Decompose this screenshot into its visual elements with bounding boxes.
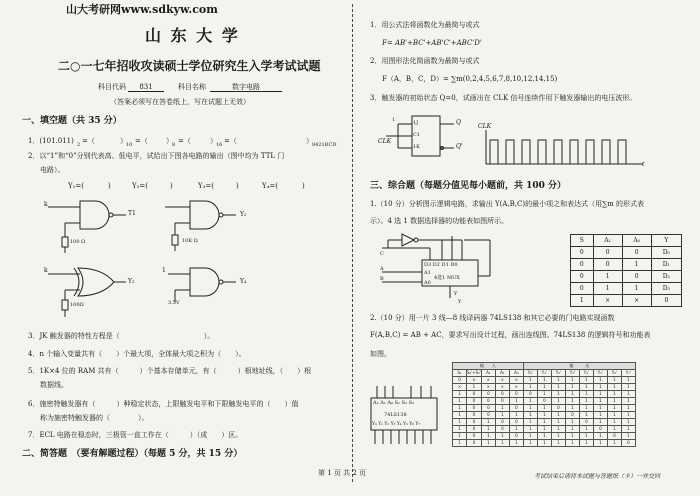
table-cell: 1 [551, 419, 565, 426]
table-cell: 1 [607, 391, 621, 398]
table-cell: 0 [509, 433, 523, 440]
table-cell: 1 [537, 391, 551, 398]
table-cell: 1 [565, 419, 579, 426]
name-label: 科目名称 [178, 83, 206, 91]
question-5-b: 数据线。 [40, 381, 68, 389]
q1-base16: 16 [216, 142, 223, 148]
question-4: 4．n 个输入变量共有（ ）个最大项，全体最大项之积为（ ）。 [28, 350, 246, 358]
question-3: 3．JK 触发器的特性方程是（ ）。 [28, 332, 215, 340]
table-cell: 1 [537, 426, 551, 433]
table-cell: 1 [523, 384, 537, 391]
table-cell: D₂ [651, 271, 681, 283]
table-cell: 0 [571, 259, 594, 271]
table-cell: 1 [579, 433, 593, 440]
table-cell: 1 [509, 426, 523, 433]
table-cell: 1 [523, 426, 537, 433]
table-row [453, 391, 636, 398]
answer-note: （答案必须写在答卷纸上，写在试题上无效） [110, 98, 250, 106]
table-row [453, 419, 636, 426]
table-cell: 0 [621, 440, 635, 447]
table-cell: 1 [579, 377, 593, 384]
ff-qn: Q' [456, 143, 463, 150]
mux-b-in: B [380, 276, 384, 282]
table-cell: 1 [579, 412, 593, 419]
table-cell: 1 [565, 398, 579, 405]
table-cell: 1 [593, 405, 607, 412]
table-cell: 1 [593, 412, 607, 419]
q1-eq-4: =（ [224, 137, 237, 145]
dec-header-cell: Y₆' [607, 370, 621, 377]
table-cell: 1 [523, 419, 537, 426]
table-cell: 0 [509, 419, 523, 426]
table-cell: 1 [593, 419, 607, 426]
table-cell: 1 [621, 377, 635, 384]
table-cell: 1 [495, 440, 509, 447]
table-cell: 1 [607, 419, 621, 426]
table-cell: 0 [593, 247, 622, 259]
mux-header-cell: A₁ [593, 235, 622, 247]
table-cell: 0 [509, 391, 523, 398]
table-cell: 1 [467, 384, 482, 391]
table-cell: 1 [551, 377, 565, 384]
table-cell: 1 [579, 391, 593, 398]
table-cell: 1 [453, 433, 467, 440]
c2-r10k: 10K Ω [182, 238, 198, 244]
q1-base-bcd: 8421BCD [312, 142, 337, 148]
table-cell: × [467, 377, 482, 384]
ff-k: 1K [413, 144, 420, 150]
table-cell: 0 [467, 391, 482, 398]
table-cell: D₁ [651, 259, 681, 271]
y1-label: Y₁=( [68, 182, 85, 190]
table-cell: 1 [621, 384, 635, 391]
page-number: 第 1 页 共 2 页 [318, 469, 367, 477]
table-cell: 0 [467, 405, 482, 412]
table-cell: 0 [495, 398, 509, 405]
table-cell: × [509, 384, 523, 391]
c4-v35: 3.5V [168, 300, 180, 306]
right-q3: 3．触发器的初始状态 Q=0，试画出在 CLK 信号连续作用下触发器输出的电压波形。 [370, 94, 637, 102]
comp-q1-b: 示）。4 选 1 数据选择器的功能表如图所示。 [370, 217, 509, 225]
table-cell: 1 [453, 405, 467, 412]
table-cell: 1 [607, 398, 621, 405]
table-cell: 0 [481, 405, 495, 412]
y1-close: ) [108, 182, 111, 190]
table-cell: 1 [509, 398, 523, 405]
table-cell: 0 [571, 271, 594, 283]
table-cell: 1 [509, 412, 523, 419]
mux-c-in: C [380, 251, 384, 257]
table-cell: 0 [495, 426, 509, 433]
question-2-text-b: 电路）。 [40, 166, 65, 174]
table-cell: 0 [467, 426, 482, 433]
table-cell: 1 [551, 384, 565, 391]
dec-header-cell: Y₅' [593, 370, 607, 377]
table-cell: 1 [621, 433, 635, 440]
table-cell: 1 [593, 271, 622, 283]
q1-close-3: ） [210, 137, 217, 145]
table-cell: 1 [579, 426, 593, 433]
university-title: 山 东 大 学 [145, 26, 240, 45]
table-cell: 1 [523, 377, 537, 384]
table-cell: 0 [622, 271, 651, 283]
circuit-1-diagram [40, 195, 140, 255]
table-row [571, 259, 682, 271]
table-cell: 1 [579, 398, 593, 405]
table-cell: 1 [537, 433, 551, 440]
wave-clk: CLK [478, 123, 492, 130]
table-cell: 1 [593, 377, 607, 384]
table-cell: 1 [495, 433, 509, 440]
y2-close: ) [170, 182, 173, 190]
table-row [571, 247, 682, 259]
table-cell: 0 [593, 426, 607, 433]
dec-header-cell: Y₃' [565, 370, 579, 377]
table-cell: 0 [551, 405, 565, 412]
table-cell: 1 [593, 398, 607, 405]
name-value: 数字电路 [210, 84, 282, 92]
table-cell: 0 [571, 247, 594, 259]
table-row [453, 412, 636, 419]
watermark: 山大考研网www.sdkyw.com [66, 3, 218, 16]
decoder-inputs: A₂ A₁ A₀ S₁ S₂ S₃ [373, 400, 415, 406]
table-cell: 1 [453, 419, 467, 426]
c2-y2: Y₂ [240, 211, 247, 218]
table-cell: 1 [607, 377, 621, 384]
decoder-outputs: Y₀ Y₁ Y₂ Y₃ Y₄ Y₅ Y₆ Y₇ [372, 422, 421, 427]
table-row [453, 426, 636, 433]
code-label: 科目代码 [98, 83, 126, 91]
table-cell: 1 [495, 405, 509, 412]
right-q2: 2．用图形法化简函数为最简与或式 [370, 57, 480, 65]
table-cell: 1 [565, 384, 579, 391]
table-cell: 1 [621, 419, 635, 426]
table-cell: 1 [551, 398, 565, 405]
table-cell: 1 [565, 391, 579, 398]
table-cell: 1 [537, 419, 551, 426]
table-cell: 0 [565, 412, 579, 419]
mux-header-cell: S [571, 235, 594, 247]
table-cell: 1 [481, 419, 495, 426]
dec-header-cell: Y₀' [523, 370, 537, 377]
dec-header-cell: S₁ [453, 370, 467, 377]
table-cell: 1 [523, 440, 537, 447]
y3-label: Y₃=( [198, 182, 215, 190]
table-cell: 1 [509, 440, 523, 447]
circuit-3-diagram [40, 262, 140, 320]
table-cell: 0 [467, 412, 482, 419]
wave-t: t [642, 161, 645, 168]
table-cell: 1 [593, 391, 607, 398]
table-cell: × [593, 295, 622, 307]
table-row [453, 384, 636, 391]
mux-a1: A1 [424, 270, 431, 276]
q1-base10: 10 [126, 142, 133, 148]
table-row [453, 440, 636, 447]
table-cell: 1 [523, 398, 537, 405]
table-row [571, 271, 682, 283]
dec-header-cell: Y₄' [579, 370, 593, 377]
table-cell: 1 [622, 259, 651, 271]
dec-header-cell: Y₇' [621, 370, 635, 377]
table-cell: 1 [621, 391, 635, 398]
mux-function-table [570, 234, 682, 307]
mux-name: 4选1 MUX [434, 275, 460, 281]
table-cell: 1 [607, 405, 621, 412]
table-cell: 1 [453, 398, 467, 405]
table-cell: 1 [565, 440, 579, 447]
mux-d-labels: D3 D2 D1 D0 [424, 262, 458, 268]
dec-header-cell: Y₂' [551, 370, 565, 377]
y4-label: Y₄=( [262, 182, 279, 190]
table-cell: 1 [565, 433, 579, 440]
comp-q1: 1.（10 分）分析图示逻辑电路，求输出 Y(A,B,C)的最小项之和表达式（用∑m 的形式表 [370, 200, 644, 208]
table-row [571, 283, 682, 295]
q1-close-2: ） [166, 137, 173, 145]
q1-number: 1．(101.011) [28, 137, 74, 145]
q1-base2: 2 [77, 142, 81, 148]
table-cell: 1 [523, 405, 537, 412]
decoder-name: 74LS138 [384, 412, 407, 418]
section2-title: 二、简答题 （要有解题过程）（每题 5 分，共 15 分） [22, 449, 243, 459]
table-cell: 1 [495, 412, 509, 419]
decoder-truth-table [452, 362, 636, 447]
dec-header-cell: A₂ [481, 370, 495, 377]
ff-c: C1 [413, 132, 421, 138]
table-cell: × [481, 384, 495, 391]
table-cell: 1 [537, 405, 551, 412]
right-q1-eq: F= AB'+BC'+AB'C'+ABC'D' [382, 39, 482, 47]
ff-j: 1J [413, 120, 419, 126]
table-cell: × [622, 295, 651, 307]
table-cell: 1 [453, 412, 467, 419]
q1-close-1: ） [120, 137, 127, 145]
circuit-2-diagram [150, 195, 250, 255]
table-cell: 1 [607, 426, 621, 433]
y2-label: Y₂=( [132, 182, 149, 190]
question-2-text: 2．以“1”和“0”分别代表高、低电平，试给出下图各电路的输出（图中均为 TTL 门 [28, 152, 285, 160]
c1-t1: T1 [128, 210, 136, 217]
table-cell: 1 [537, 384, 551, 391]
comp-q2: 2.（10 分）用一片 3 线—8 线译码器 74LS138 和其它必要的门电路实现函数 [370, 314, 615, 322]
c3-y3: Y₃ [128, 278, 135, 285]
table-row [453, 377, 636, 384]
table-cell: × [509, 377, 523, 384]
mux-table-header [571, 235, 682, 247]
table-cell: 0 [495, 391, 509, 398]
table-cell: 1 [621, 398, 635, 405]
table-cell: 1 [565, 426, 579, 433]
mux-y: Y [454, 291, 458, 297]
dec-header-cell: Y₁' [537, 370, 551, 377]
table-cell: 1 [481, 426, 495, 433]
mux-y-out: Y [458, 299, 462, 305]
table-cell: 1 [537, 412, 551, 419]
table-cell: 1 [593, 283, 622, 295]
table-cell: 1 [523, 412, 537, 419]
dec-group-input: 输 入 [453, 363, 524, 370]
mux-header-cell: A₀ [622, 235, 651, 247]
table-cell: 0 [467, 440, 482, 447]
table-cell: 1 [622, 283, 651, 295]
table-cell: 0 [481, 398, 495, 405]
table-cell: 1 [579, 405, 593, 412]
comp-q2-eq: F(A,B,C) = AB + AC，要求写出设计过程，画出连线图。74LS138 的逻辑符号和功能表 [370, 331, 651, 339]
c4-y4: Y₄ [240, 278, 247, 285]
ff-clk: CLK [378, 138, 392, 145]
table-cell: 1 [621, 426, 635, 433]
table-cell: 1 [551, 391, 565, 398]
question-5: 5．1K×4 位的 RAM 共有（ ）个基本存储单元，有（ ）根地址线，（ ）根 [28, 367, 312, 375]
table-cell: 1 [593, 384, 607, 391]
c3-k-label: k [44, 267, 48, 274]
table-cell: 1 [579, 384, 593, 391]
table-cell: × [495, 377, 509, 384]
table-cell: 1 [551, 426, 565, 433]
clk-waveform [478, 123, 648, 172]
table-cell: 1 [453, 426, 467, 433]
table-cell: 0 [523, 391, 537, 398]
table-cell: 1 [551, 433, 565, 440]
q1-close-4: ） [306, 137, 313, 145]
table-cell: 1 [607, 440, 621, 447]
q1-base8: 8 [172, 142, 176, 148]
table-cell: 1 [571, 295, 594, 307]
table-cell: 0 [467, 398, 482, 405]
table-cell: 1 [607, 384, 621, 391]
q1-eq-2: =（ [135, 137, 148, 145]
table-cell: 0 [467, 419, 482, 426]
table-cell: 0 [607, 433, 621, 440]
table-cell: 0 [453, 377, 467, 384]
right-q2-eq: F（A，B，C，D）= ∑m(0,2,4,5,6,7,8,10,12,14,15) [382, 75, 558, 83]
table-cell: 0 [593, 259, 622, 271]
table-row [453, 405, 636, 412]
table-cell: D₀ [651, 247, 681, 259]
table-cell: 0 [622, 247, 651, 259]
table-cell: 0 [481, 412, 495, 419]
y3-close: ) [236, 182, 239, 190]
table-cell: 1 [579, 440, 593, 447]
table-cell: 0 [509, 405, 523, 412]
table-cell: 1 [481, 440, 495, 447]
right-q1: 1．用公式法将函数化为最简与或式 [370, 21, 480, 29]
table-cell: 0 [651, 295, 681, 307]
table-cell: 1 [551, 440, 565, 447]
code-value: 831 [128, 84, 164, 92]
table-cell: 1 [621, 412, 635, 419]
comp-q2-b: 如图。 [370, 350, 391, 358]
ff-one: 1 [392, 117, 396, 123]
mux-header-cell: Y [651, 235, 681, 247]
table-cell: 1 [453, 391, 467, 398]
table-cell: 1 [453, 440, 467, 447]
table-cell: 0 [495, 419, 509, 426]
table-row [453, 398, 636, 405]
table-cell: 0 [481, 391, 495, 398]
dec-header-row [453, 370, 636, 377]
q1-eq-1: =（ [82, 137, 95, 145]
table-cell: 0 [571, 283, 594, 295]
table-cell: 1 [565, 377, 579, 384]
section1-title: 一、填空题（共 35 分） [22, 116, 122, 126]
table-cell: 1 [551, 412, 565, 419]
question-7: 7．ECL 电路在稳态时，三极管一直工作在（ ）（成 ）区。 [28, 431, 243, 439]
c1-r100: 100 Ω [70, 239, 86, 245]
table-cell: 0 [579, 419, 593, 426]
table-cell: 1 [481, 433, 495, 440]
table-cell: × [495, 384, 509, 391]
ff-q: Q [456, 119, 461, 126]
question-6: 6．施密特触发器有（ ）种稳定状态，上限触发电平和下限触发电平的（ ）值 [28, 400, 299, 408]
c4-one: 1 [162, 267, 166, 274]
mux-a-in: A [380, 266, 384, 272]
q1-eq-3: =（ [178, 137, 191, 145]
table-cell: 1 [593, 433, 607, 440]
dec-header-cell: A₁ [495, 370, 509, 377]
mux-a0: A0 [424, 280, 431, 286]
footer-note: 考试结束后请将本试题与答题纸（卡）一并交回 [534, 473, 661, 480]
c3-r100: 100Ω [70, 302, 84, 308]
table-cell: × [453, 384, 467, 391]
dec-header-cell: S₂'+S₃' [467, 370, 481, 375]
table-cell: 1 [565, 405, 579, 412]
question-6-b: 称为施密特触发器的（ ）。 [40, 414, 149, 422]
dec-header-cell: A₀ [509, 370, 523, 377]
table-cell: 1 [621, 405, 635, 412]
table-cell: 0 [467, 433, 482, 440]
c1-k-label: k [44, 201, 48, 208]
dec-group-output: 输 出 [523, 363, 635, 370]
table-cell: 1 [537, 440, 551, 447]
table-cell: 1 [537, 377, 551, 384]
table-cell: 0 [537, 398, 551, 405]
y4-close: ) [302, 182, 305, 190]
table-row [453, 433, 636, 440]
section3-title: 三、综合题（每题分值见每小题前，共 100 分） [370, 181, 567, 191]
table-row [571, 295, 682, 307]
page-divider [352, 4, 353, 482]
table-cell: 1 [607, 412, 621, 419]
exam-title: 二○一七年招收攻读硕士学位研究生入学考试试题 [58, 59, 321, 73]
table-cell: × [481, 377, 495, 384]
table-cell: D₃ [651, 283, 681, 295]
table-cell: 1 [523, 433, 537, 440]
table-cell: 1 [593, 440, 607, 447]
